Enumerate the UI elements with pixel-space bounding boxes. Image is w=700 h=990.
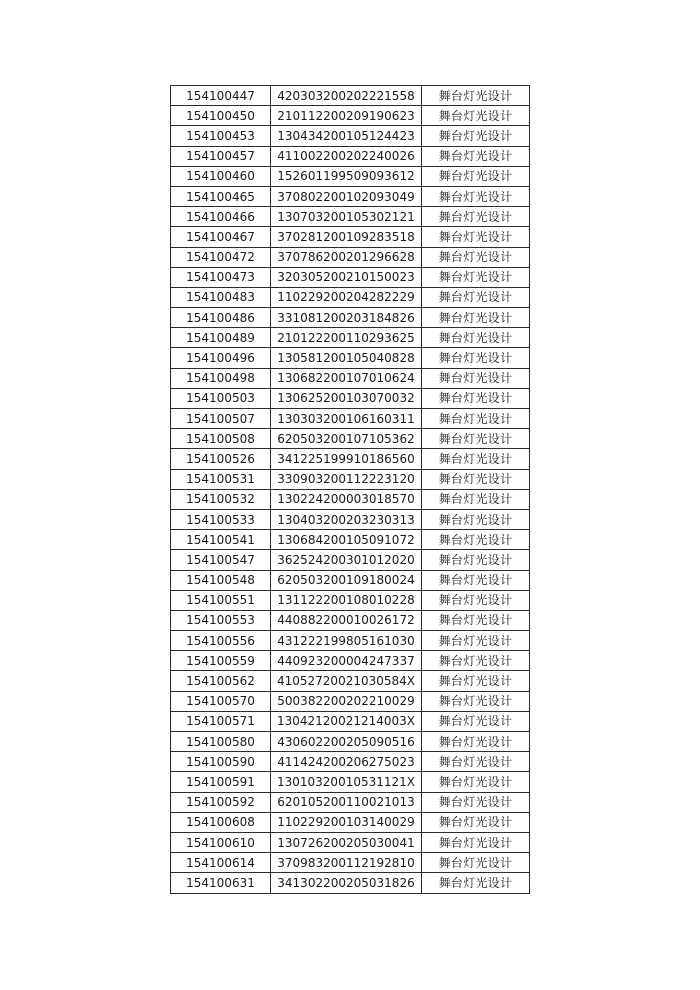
major-cell: 舞台灯光设计 xyxy=(422,570,530,590)
major-cell: 舞台灯光设计 xyxy=(422,86,530,106)
roster-table xyxy=(170,85,530,894)
table-row xyxy=(171,308,530,328)
table-row xyxy=(171,469,530,489)
candidate-number-cell: 154100531 xyxy=(171,469,271,489)
table-row xyxy=(171,651,530,671)
id-number-cell: 440882200010026172 xyxy=(271,610,422,630)
candidate-number-cell: 154100590 xyxy=(171,752,271,772)
major-cell: 舞台灯光设计 xyxy=(422,368,530,388)
table-row xyxy=(171,853,530,873)
major-cell: 舞台灯光设计 xyxy=(422,186,530,206)
major-cell: 舞台灯光设计 xyxy=(422,409,530,429)
candidate-number-cell: 154100533 xyxy=(171,509,271,529)
major-cell: 舞台灯光设计 xyxy=(422,752,530,772)
table-row xyxy=(171,368,530,388)
id-number-cell: 620503200109180024 xyxy=(271,570,422,590)
major-cell: 舞台灯光设计 xyxy=(422,671,530,691)
major-cell: 舞台灯光设计 xyxy=(422,267,530,287)
candidate-number-cell: 154100541 xyxy=(171,530,271,550)
id-number-cell: 131122200108010228 xyxy=(271,590,422,610)
major-cell: 舞台灯光设计 xyxy=(422,732,530,752)
table-row xyxy=(171,550,530,570)
major-cell: 舞台灯光设计 xyxy=(422,651,530,671)
id-number-cell: 320305200210150023 xyxy=(271,267,422,287)
candidate-number-cell: 154100591 xyxy=(171,772,271,792)
table-row xyxy=(171,832,530,852)
candidate-number-cell: 154100450 xyxy=(171,106,271,126)
table-row xyxy=(171,409,530,429)
candidate-number-cell: 154100447 xyxy=(171,86,271,106)
candidate-number-cell: 154100556 xyxy=(171,631,271,651)
id-number-cell: 420303200202221558 xyxy=(271,86,422,106)
table-row xyxy=(171,146,530,166)
id-number-cell: 331081200203184826 xyxy=(271,308,422,328)
table-row xyxy=(171,86,530,106)
major-cell: 舞台灯光设计 xyxy=(422,550,530,570)
table-row xyxy=(171,590,530,610)
table-row xyxy=(171,691,530,711)
major-cell: 舞台灯光设计 xyxy=(422,207,530,227)
major-cell: 舞台灯光设计 xyxy=(422,873,530,893)
id-number-cell: 130703200105302121 xyxy=(271,207,422,227)
table-row xyxy=(171,227,530,247)
id-number-cell: 130682200107010624 xyxy=(271,368,422,388)
major-cell: 舞台灯光设计 xyxy=(422,429,530,449)
id-number-cell: 362524200301012020 xyxy=(271,550,422,570)
candidate-number-cell: 154100472 xyxy=(171,247,271,267)
candidate-number-cell: 154100610 xyxy=(171,832,271,852)
major-cell: 舞台灯光设计 xyxy=(422,388,530,408)
id-number-cell: 431222199805161030 xyxy=(271,631,422,651)
major-cell: 舞台灯光设计 xyxy=(422,772,530,792)
id-number-cell: 370281200109283518 xyxy=(271,227,422,247)
table-row xyxy=(171,388,530,408)
table-row xyxy=(171,106,530,126)
candidate-number-cell: 154100508 xyxy=(171,429,271,449)
candidate-number-cell: 154100608 xyxy=(171,812,271,832)
table-row xyxy=(171,631,530,651)
major-cell: 舞台灯光设计 xyxy=(422,590,530,610)
candidate-number-cell: 154100631 xyxy=(171,873,271,893)
major-cell: 舞台灯光设计 xyxy=(422,469,530,489)
major-cell: 舞台灯光设计 xyxy=(422,126,530,146)
major-cell: 舞台灯光设计 xyxy=(422,489,530,509)
id-number-cell: 41052720021030584X xyxy=(271,671,422,691)
table-row xyxy=(171,489,530,509)
major-cell: 舞台灯光设计 xyxy=(422,166,530,186)
id-number-cell: 500382200202210029 xyxy=(271,691,422,711)
table-row xyxy=(171,792,530,812)
candidate-number-cell: 154100551 xyxy=(171,590,271,610)
table-row xyxy=(171,671,530,691)
candidate-number-cell: 154100553 xyxy=(171,610,271,630)
major-cell: 舞台灯光设计 xyxy=(422,106,530,126)
candidate-number-cell: 154100498 xyxy=(171,368,271,388)
table-row xyxy=(171,126,530,146)
id-number-cell: 130434200105124423 xyxy=(271,126,422,146)
table-row xyxy=(171,207,530,227)
table-row xyxy=(171,711,530,731)
id-number-cell: 620105200110021013 xyxy=(271,792,422,812)
candidate-number-cell: 154100496 xyxy=(171,348,271,368)
candidate-number-cell: 154100547 xyxy=(171,550,271,570)
table-row xyxy=(171,348,530,368)
id-number-cell: 130726200205030041 xyxy=(271,832,422,852)
candidate-number-cell: 154100460 xyxy=(171,166,271,186)
candidate-number-cell: 154100503 xyxy=(171,388,271,408)
table-row xyxy=(171,530,530,550)
major-cell: 舞台灯光设计 xyxy=(422,509,530,529)
table-row xyxy=(171,429,530,449)
id-number-cell: 341225199910186560 xyxy=(271,449,422,469)
candidate-number-cell: 154100453 xyxy=(171,126,271,146)
table-row xyxy=(171,166,530,186)
major-cell: 舞台灯光设计 xyxy=(422,631,530,651)
id-number-cell: 130581200105040828 xyxy=(271,348,422,368)
id-number-cell: 620503200107105362 xyxy=(271,429,422,449)
major-cell: 舞台灯光设计 xyxy=(422,691,530,711)
major-cell: 舞台灯光设计 xyxy=(422,449,530,469)
table-row xyxy=(171,610,530,630)
candidate-number-cell: 154100457 xyxy=(171,146,271,166)
major-cell: 舞台灯光设计 xyxy=(422,328,530,348)
table-row xyxy=(171,772,530,792)
id-number-cell: 330903200112223120 xyxy=(271,469,422,489)
major-cell: 舞台灯光设计 xyxy=(422,146,530,166)
candidate-number-cell: 154100614 xyxy=(171,853,271,873)
candidate-number-cell: 154100532 xyxy=(171,489,271,509)
table-row xyxy=(171,873,530,893)
major-cell: 舞台灯光设计 xyxy=(422,711,530,731)
candidate-number-cell: 154100592 xyxy=(171,792,271,812)
id-number-cell: 130303200106160311 xyxy=(271,409,422,429)
id-number-cell: 210122200110293625 xyxy=(271,328,422,348)
id-number-cell: 110229200103140029 xyxy=(271,812,422,832)
id-number-cell: 370983200112192810 xyxy=(271,853,422,873)
id-number-cell: 370802200102093049 xyxy=(271,186,422,206)
table-row xyxy=(171,328,530,348)
table-row xyxy=(171,449,530,469)
candidate-number-cell: 154100486 xyxy=(171,308,271,328)
id-number-cell: 152601199509093612 xyxy=(271,166,422,186)
id-number-cell: 130684200105091072 xyxy=(271,530,422,550)
candidate-number-cell: 154100465 xyxy=(171,186,271,206)
major-cell: 舞台灯光设计 xyxy=(422,247,530,267)
id-number-cell: 130625200103070032 xyxy=(271,388,422,408)
candidate-number-cell: 154100570 xyxy=(171,691,271,711)
table-row xyxy=(171,267,530,287)
major-cell: 舞台灯光设计 xyxy=(422,287,530,307)
id-number-cell: 440923200004247337 xyxy=(271,651,422,671)
id-number-cell: 370786200201296628 xyxy=(271,247,422,267)
candidate-number-cell: 154100562 xyxy=(171,671,271,691)
roster-body xyxy=(171,86,530,894)
id-number-cell: 13042120021214003X xyxy=(271,711,422,731)
table-row xyxy=(171,752,530,772)
candidate-number-cell: 154100483 xyxy=(171,287,271,307)
major-cell: 舞台灯光设计 xyxy=(422,227,530,247)
id-number-cell: 110229200204282229 xyxy=(271,287,422,307)
major-cell: 舞台灯光设计 xyxy=(422,610,530,630)
table-row xyxy=(171,570,530,590)
major-cell: 舞台灯光设计 xyxy=(422,530,530,550)
id-number-cell: 411424200206275023 xyxy=(271,752,422,772)
table-row xyxy=(171,287,530,307)
major-cell: 舞台灯光设计 xyxy=(422,348,530,368)
candidate-number-cell: 154100526 xyxy=(171,449,271,469)
major-cell: 舞台灯光设计 xyxy=(422,832,530,852)
candidate-number-cell: 154100489 xyxy=(171,328,271,348)
candidate-number-cell: 154100467 xyxy=(171,227,271,247)
id-number-cell: 411002200202240026 xyxy=(271,146,422,166)
candidate-number-cell: 154100466 xyxy=(171,207,271,227)
major-cell: 舞台灯光设计 xyxy=(422,812,530,832)
candidate-number-cell: 154100571 xyxy=(171,711,271,731)
candidate-number-cell: 154100507 xyxy=(171,409,271,429)
candidate-number-cell: 154100559 xyxy=(171,651,271,671)
id-number-cell: 210112200209190623 xyxy=(271,106,422,126)
major-cell: 舞台灯光设计 xyxy=(422,792,530,812)
major-cell: 舞台灯光设计 xyxy=(422,308,530,328)
table-row xyxy=(171,247,530,267)
id-number-cell: 130224200003018570 xyxy=(271,489,422,509)
id-number-cell: 13010320010531121X xyxy=(271,772,422,792)
id-number-cell: 130403200203230313 xyxy=(271,509,422,529)
candidate-number-cell: 154100580 xyxy=(171,732,271,752)
table-row xyxy=(171,509,530,529)
table-row xyxy=(171,186,530,206)
candidate-number-cell: 154100548 xyxy=(171,570,271,590)
major-cell: 舞台灯光设计 xyxy=(422,853,530,873)
id-number-cell: 430602200205090516 xyxy=(271,732,422,752)
id-number-cell: 341302200205031826 xyxy=(271,873,422,893)
table-row xyxy=(171,812,530,832)
candidate-number-cell: 154100473 xyxy=(171,267,271,287)
table-row xyxy=(171,732,530,752)
